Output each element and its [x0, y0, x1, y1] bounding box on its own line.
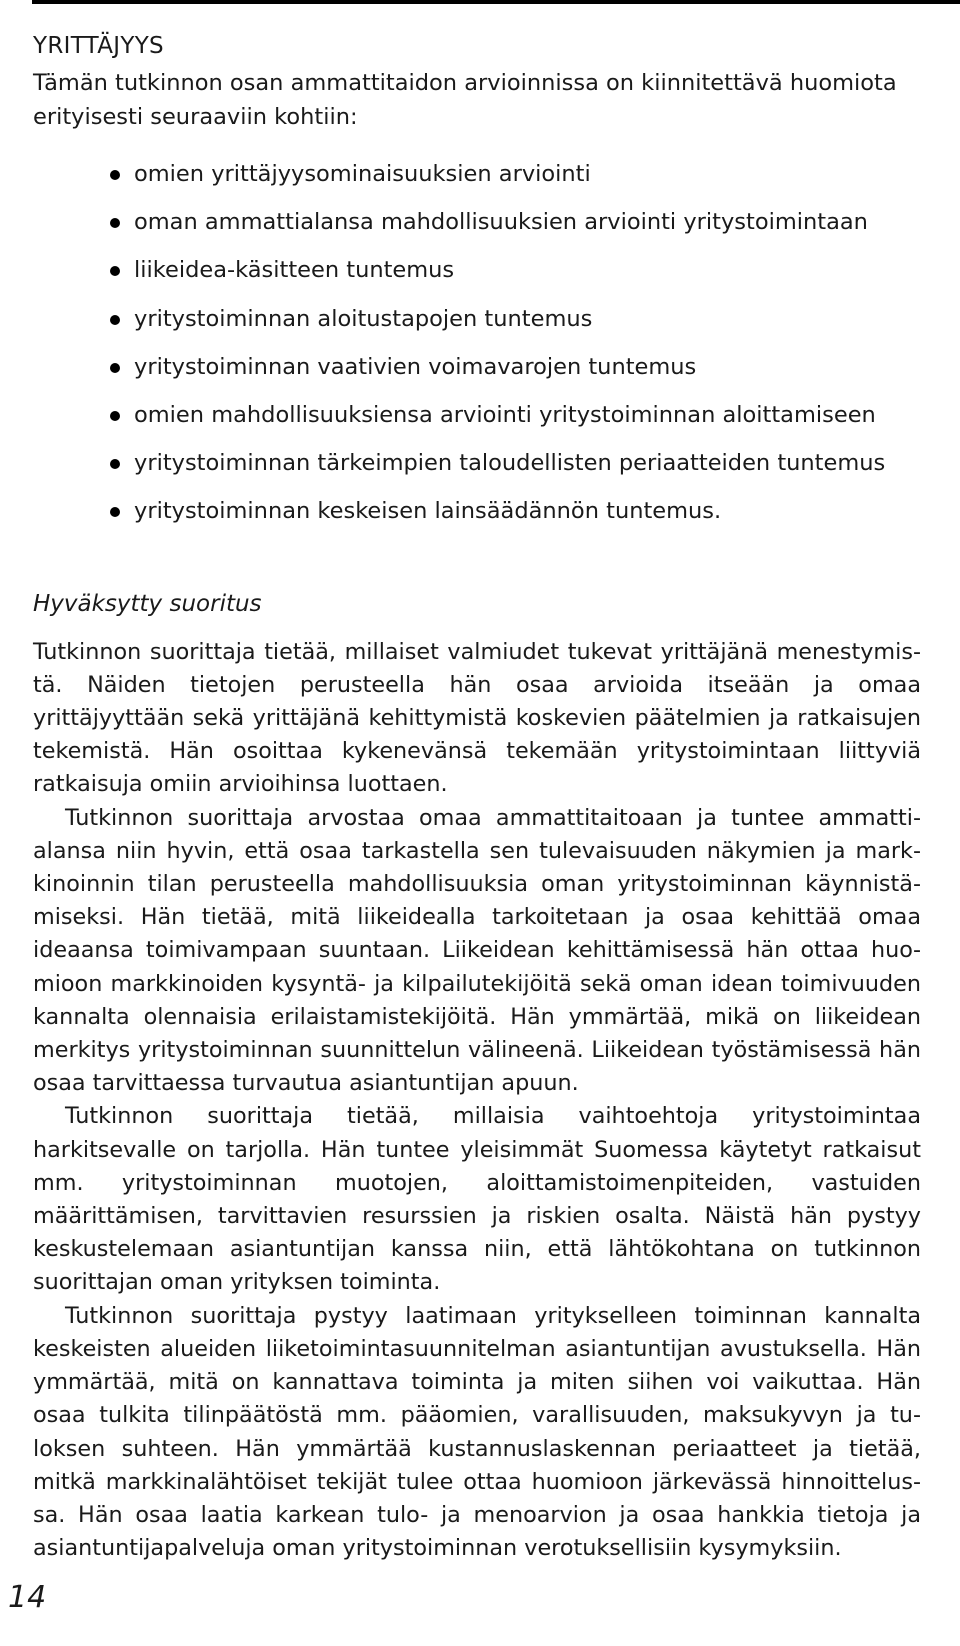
- passed-body: [33, 636, 921, 1566]
- page-number: 14: [8, 1580, 47, 1615]
- bullet-icon: [110, 411, 120, 421]
- top-rule: [32, 0, 960, 4]
- list-item: [33, 295, 921, 343]
- list-item-text: yritystoiminnan aloitustapojen tuntemus: [134, 305, 593, 332]
- section-heading: YRITTÄJYYS: [33, 33, 164, 59]
- list-item: [33, 198, 921, 246]
- bullet-icon: [110, 507, 120, 517]
- bullet-icon: [110, 363, 120, 373]
- list-item: [33, 439, 921, 487]
- list-item-text: yritystoiminnan vaativien voimavarojen tuntemus: [134, 353, 697, 380]
- bullet-icon: [110, 266, 120, 276]
- list-item-text: omien mahdollisuuksiensa arviointi yritystoiminnan aloittamiseen: [134, 402, 876, 429]
- bullet-icon: [110, 459, 120, 469]
- paragraph: Tutkinnon suorittaja arvostaa omaa ammattitaitoaan ja tuntee ammattialansa niin hyvin, että osaa tarkastella sen tulevaisuuden näkymien ja markkinoinnin tilan perusteella mahdollisuuksia oman yritystoiminnan käynnistämiseksi. Hän tietää, mitä liikeidealla tarkoitetaan ja osaa kehittää omaa ideaansa toimivampaan suuntaan. Liikeidean kehittämisessä hän ottaa huomioon markkinoiden kysyntä- ja kilpailutekijöitä sekä oman idean toimivuuden kannalta olennaisia erilaistamistekijöitä. Hän ymmärtää, mikä on liikeidean merkitys yritystoiminnan suunnittelun välineenä. Liikeidean työstämisessä hän osaa tarvittaessa turvautua asiantuntijan apuun.: [33, 804, 921, 1097]
- bullet-icon: [110, 315, 120, 325]
- list-item: [33, 391, 921, 439]
- list-item-text: omien yrittäjyysominaisuuksien arviointi: [134, 161, 591, 187]
- passed-heading: Hyväksytty suoritus: [33, 590, 262, 617]
- list-item: [33, 246, 921, 294]
- paragraph: Tutkinnon suorittaja tietää, millaiset valmiudet tukevat yrittäjänä menestymistä. Näiden tietojen perusteella hän osaa arvioida itseään ja omaa yrittäjyyttään sekä yrittäjänä kehittymistä koskevien päätelmien ja ratkaisujen tekemistä. Hän osoittaa kykenevänsä tekemään yritystoimintaan liittyviä ratkaisuja omiin arvioihinsa luottaen.: [33, 638, 921, 798]
- paragraph: Tutkinnon suorittaja tietää, millaisia vaihtoehtoja yritystoimintaa harkitsevalle on tarjolla. Hän tuntee yleisimmät Suomessa käytetyt ratkaisut mm. yritystoiminnan muotojen, aloittamistoimenpiteiden, vastuiden määrittämisen, tarvittavien resurssien ja riskien osalta. Näistä hän pystyy keskustelemaan asiantuntijan kanssa niin, että lähtökohtana on tutkinnon suorittajan oman yrityksen toiminta.: [33, 1103, 921, 1296]
- list-item-text: oman ammattialansa mahdollisuuksien arviointi yritystoimintaan: [134, 209, 868, 236]
- criteria-list: [33, 150, 921, 536]
- list-item-text: yritystoiminnan keskeisen lainsäädännön tuntemus.: [134, 498, 722, 525]
- bullet-icon: [110, 170, 120, 180]
- paragraph: Tutkinnon suorittaja pystyy laatimaan yritykselleen toiminnan kannalta keskeisten alueiden liiketoimintasuunnitelman asiantuntijan avustuksella. Hän ymmärtää, mitä on kannattava toiminta ja miten siihen voi vaikuttaa. Hän osaa tulkita tilinpäätöstä mm. pääomien, varallisuuden, maksukyvyn ja tuloksen suhteen. Hän ymmärtää kustannuslaskennan periaatteet ja tietää, mitkä markkinalähtöiset tekijät tulee ottaa huomioon järkevässä hinnoittelussa. Hän osaa laatia karkean tulo- ja menoarvion ja osaa hankkia tietoja ja asiantuntijapalveluja oman yritystoiminnan verotuksellisiin kysymyksiin.: [33, 1302, 921, 1562]
- bullet-icon: [110, 218, 120, 228]
- list-item-text: liikeidea-käsitteen tuntemus: [134, 257, 455, 284]
- list-item-text: yritystoiminnan tärkeimpien taloudellisten periaatteiden tuntemus: [134, 450, 886, 477]
- section-intro: Tämän tutkinnon osan ammattitaidon arvioinnissa on kiinnitettävä huomiota erityisesti seuraaviin kohtiin:: [33, 70, 897, 130]
- list-item: [33, 343, 921, 391]
- page-content: [33, 30, 921, 1565]
- list-item: [33, 150, 921, 198]
- list-item: [33, 487, 921, 535]
